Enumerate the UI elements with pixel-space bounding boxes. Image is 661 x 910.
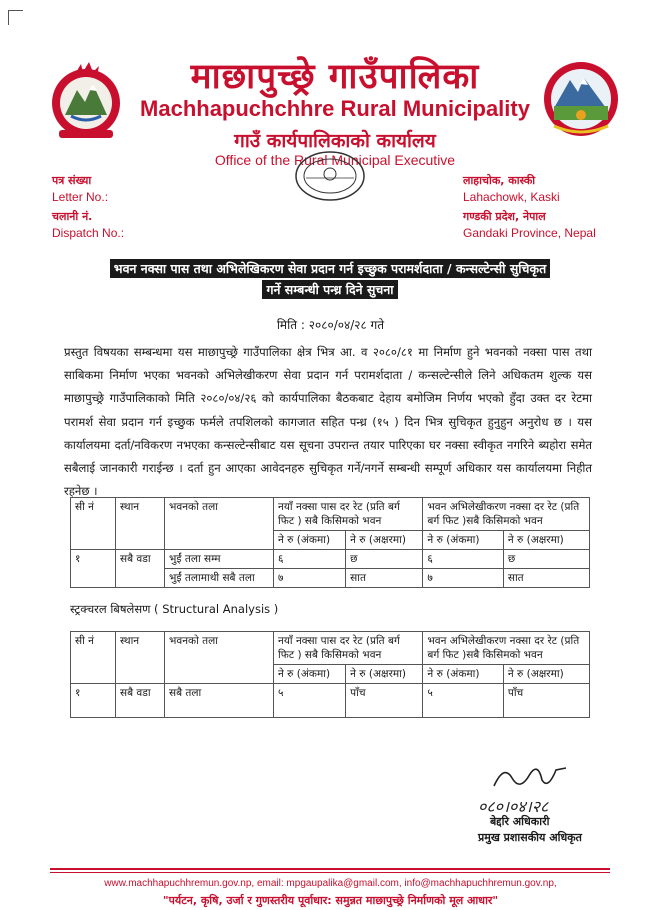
table-subheader-num: ने रु (अंकमा)	[423, 665, 503, 684]
table-cell-place: सबै वडा	[116, 684, 165, 718]
office-name-english: Office of the Rural Municipal Executive	[214, 152, 456, 168]
notice-date: मिति : २०८०/०४/२८ गते	[276, 318, 385, 332]
signature-image	[490, 760, 570, 794]
table-subheader-num: ने रु (अंकमा)	[274, 665, 346, 684]
notice-body: प्रस्तुत विषयका सम्बन्धमा यस माछापुच्छ्रे गाउँपालिका क्षेत्र भित्र आ. व २०८०/८१ मा निर्माण हुने भवनको नक्सा पास तथा साबिकमा निर्माण भएका भवनको अभिलेखीकरण सेवा प्रदान गर्न परामर्शदाता / कन्सल्टेन्सीले लिने अधिकतम शुल्क यस माछापुच्छ्रे गाउँपालिकाको मिति २०८०/०४/२६ को कार्यपालिका बैठकबाट देहाय बमोजिम निर्णय भएको हुँदा उक्त दर रेटमा परामर्श सेवा प्रदान गर्न इच्छुक फर्मले तपशिलको कागजात सहित पन्ध्र (१५ ) दिन भित्र सुचिकृत हुनुहुन अनुरोध छ । यस कार्यालयमा दर्ता/नविकरण नभएका कन्सल्टेन्सीबाट यस सूचना उपरान्त तयार पारिएका घर नक्सा स्वीकृत नगरिने ब्यहोरा समेत सबैलाई जानकारी गराईन्छ । दर्ता हुन आएका आवेदनहरु सुचिकृत गर्ने/नगर्ने सम्बन्धी सम्पूर्ण अधिकार यस कार्यालयमा निहीत रहनेछ ।	[64, 345, 592, 499]
table-row	[71, 550, 590, 569]
table-header-new-permit: नयाँ नक्सा पास दर रेट (प्रति बर्ग फिट ) सबै किसिमको भवन	[274, 632, 423, 665]
table-cell-place: सबै वडा	[116, 550, 165, 588]
letter-no-label-english: Letter No.:	[52, 190, 109, 204]
table-cell-value: ७	[423, 569, 503, 588]
office-name-nepali: गाउँ कार्यपालिकाको कार्यालय	[234, 130, 436, 152]
municipality-name-english: Machhapuchchhre Rural Municipality	[140, 96, 530, 121]
dispatch-no-label-english: Dispatch No.:	[52, 226, 125, 240]
rate-table-building-permit	[70, 497, 590, 588]
table-header-sn: सी नं	[71, 498, 116, 550]
signatory-title: प्रमुख प्रशासकीय अधिकृत	[478, 831, 582, 844]
table-cell-floor: भुईं तला सम्म	[165, 550, 274, 569]
table-header-registration: भवन अभिलेखीकरण नक्सा दर रेट (प्रति बर्ग फिट )सबै किसिमको भवन	[423, 498, 590, 531]
table-header-place: स्थान	[116, 632, 165, 684]
table-cell-value: ५	[274, 684, 346, 718]
address-nepali-1: लाहाचोक, कास्की	[463, 174, 536, 187]
notice-headline-line-1: भवन नक्सा पास तथा अभिलेखिकरण सेवा प्रदान गर्न इच्छुक परामर्शदाता / कन्सल्टेन्सी सुचिकृत	[110, 259, 550, 278]
notice-headline	[64, 258, 596, 300]
table-cell-value: छ	[346, 550, 423, 569]
table-header-new-permit: नयाँ नक्सा पास दर रेट (प्रति बर्ग फिट ) सबै किसिमको भवन	[274, 498, 423, 531]
table-header-floor: भवनको तला	[165, 498, 274, 550]
table-row	[71, 684, 590, 718]
footer-divider	[50, 868, 610, 870]
nepal-emblem-icon	[45, 60, 127, 142]
signature-date: ०८०।०४।२८	[478, 797, 549, 816]
table-header-registration: भवन अभिलेखीकरण नक्सा दर रेट (प्रति बर्ग फिट )सबै किसिमको भवन	[423, 632, 590, 665]
table-subheader-word: ने रु (अक्षरमा)	[346, 531, 423, 550]
table-subheader-num: ने रु (अंकमा)	[423, 531, 503, 550]
table-cell-sn: १	[71, 684, 116, 718]
footer-slogan: "पर्यटन, कृषि, उर्जा र गुणस्तरीय पूर्वाधार: समुन्नत माछापुच्छ्रे निर्माणको मूल आधार"	[162, 894, 499, 907]
table-cell-value: छ	[503, 550, 589, 569]
municipality-logo-icon	[540, 58, 622, 140]
table-subheader-num: ने रु (अंकमा)	[274, 531, 346, 550]
corner-mark	[8, 10, 23, 25]
table-cell-value: ७	[274, 569, 346, 588]
table-cell-sn: १	[71, 550, 116, 588]
notice-headline-line-2: गर्ने सम्बन्धी पन्ध्र दिने सुचना	[262, 280, 397, 299]
table-subheader-word: ने रु (अक्षरमा)	[503, 665, 589, 684]
table-cell-value: ५	[423, 684, 503, 718]
dispatch-no-label-nepali: चलानी नं.	[52, 210, 93, 223]
table-subheader-word: ने रु (अक्षरमा)	[346, 665, 423, 684]
table-header-place: स्थान	[116, 498, 165, 550]
address-english-2: Gandaki Province, Nepal	[463, 226, 596, 240]
address-english-1: Lahachowk, Kaski	[463, 190, 560, 204]
table-cell-value: पाँच	[503, 684, 589, 718]
municipality-name-nepali: माछापुच्छ्रे गाउँपालिका	[190, 56, 480, 97]
table-cell-floor: भुईं तलामाथी सबै तला	[165, 569, 274, 588]
table-cell-floor: सबै तला	[165, 684, 274, 718]
table-cell-value: सात	[346, 569, 423, 588]
table-cell-value: ६	[423, 550, 503, 569]
letter-no-label-nepali: पत्र संख्या	[52, 174, 92, 187]
signatory-name: बेद्दरि अधिकारी	[490, 815, 550, 828]
table-cell-value: सात	[503, 569, 589, 588]
footer-contact: www.machhapuchhremun.gov.np, email: mpgaupalika@gmail.com, info@machhapuchhremun.gov.np,	[104, 878, 557, 889]
table-cell-value: ६	[274, 550, 346, 569]
table-cell-value: पाँच	[346, 684, 423, 718]
footer-divider	[50, 872, 610, 873]
table-header-sn: सी नं	[71, 632, 116, 684]
structural-analysis-label: स्ट्रक्चरल बिषलेसण ( Structural Analysis )	[70, 602, 279, 616]
rate-table-structural-analysis	[70, 631, 590, 718]
office-seal-stamp	[292, 148, 368, 204]
table-header-floor: भवनको तला	[165, 632, 274, 684]
table-subheader-word: ने रु (अक्षरमा)	[503, 531, 589, 550]
address-nepali-2: गण्डकी प्रदेश, नेपाल	[463, 210, 546, 223]
